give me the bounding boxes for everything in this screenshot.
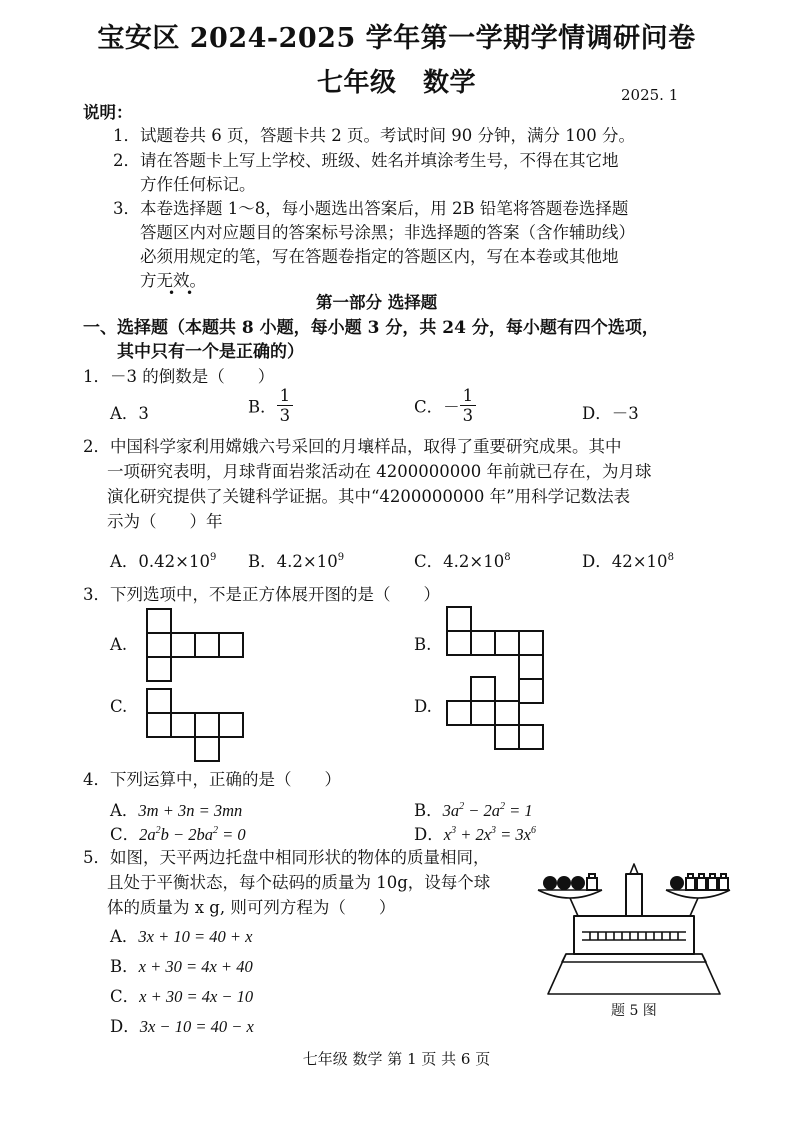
q5-stem-line-1: 5．如图，天平两边托盘中相同形状的物体的质量相同， — [83, 848, 490, 867]
note-3-line-1: 本卷选择题 1～8，每小题选出答案后，用 2B 铅笔将答题卷选择题 — [140, 199, 629, 218]
note-2-line-2: 方作任何标记。 — [140, 175, 256, 194]
q5-option-a-label: A． — [110, 927, 139, 946]
q1-option-c — [414, 386, 476, 425]
expr-part: = 1 — [505, 801, 533, 820]
net-square — [171, 713, 195, 737]
q5-option-d-label: D． — [110, 1017, 140, 1036]
expr-exponent: 3 — [451, 825, 457, 836]
net-square — [147, 689, 171, 713]
q2-option-b-base: 4.2×10 — [276, 552, 338, 571]
fraction — [460, 386, 477, 425]
q4-option-c-expression — [139, 825, 246, 844]
note-3-line-4: 方无效。 — [140, 271, 206, 290]
q2-option-c-exponent: 8 — [504, 552, 511, 563]
expr-part: = 3x — [496, 825, 531, 844]
net-square — [171, 633, 195, 657]
q5-option-c-label: C． — [110, 987, 140, 1006]
q2-option-d-base: 42×10 — [611, 552, 668, 571]
exam-date: 2025. 1 — [621, 86, 679, 104]
expr-part: − 2a — [464, 801, 501, 820]
exam-subtitle: 七年级 数学 — [316, 68, 476, 98]
note-1-line: 试题卷共 6 页，答题卡共 2 页。考试时间 90 分钟，满分 100 分。 — [140, 126, 635, 145]
q5-option-c-expression: x + 30 = 4x − 10 — [139, 987, 254, 1006]
weight — [587, 878, 597, 890]
q2-stem-line-1: 2．中国科学家利用嫦娥六号采回的月壤样品，取得了重要研究成果。其中 — [83, 437, 622, 456]
scale-right-pan — [666, 890, 730, 898]
weight — [719, 878, 728, 890]
q4-option-d-expression — [444, 825, 536, 844]
q1-option-a: A．3 — [110, 404, 149, 423]
q3-option-b: B. — [414, 635, 432, 654]
cube-net-c — [146, 688, 246, 766]
fraction-denominator: 3 — [279, 406, 291, 425]
scale-ticks — [590, 932, 678, 940]
q2-option-d-label: D． — [582, 552, 612, 571]
q4-option-d — [414, 821, 536, 845]
weight — [686, 878, 695, 890]
ball — [557, 876, 571, 890]
expr-part: x — [443, 825, 452, 844]
q2-option-a-label: A． — [110, 552, 139, 571]
q2-stem-line-3: 演化研究提供了关键科学证据。其中“4200000000 年”用科学记数法表 — [107, 487, 631, 506]
q4-stem: 4．下列运算中，正确的是（ ） — [83, 770, 341, 789]
section-heading-line-2: 其中只有一个是正确的） — [117, 342, 304, 362]
fraction-numerator: 1 — [277, 386, 294, 406]
note-3-line-3: 必须用规定的笔，写在答题卷指定的答题区内，写在本卷或其他地 — [140, 247, 619, 266]
scale-beam-box — [574, 916, 694, 954]
exam-title: 宝安区 2024-2025 学年第一学期学情调研问卷 — [97, 23, 696, 54]
q4-option-c-label: C． — [110, 825, 140, 844]
net-square — [495, 701, 519, 725]
q2-option-c-base: 4.2×10 — [443, 552, 505, 571]
figure-caption: 题 5 图 — [611, 1003, 657, 1019]
q2-stem-line-2: 一项研究表明，月球背面岩浆活动在 4200000000 年前就已存在，为月球 — [107, 462, 652, 481]
q1-option-d: D．－3 — [582, 404, 639, 423]
left-pan-objects — [543, 874, 597, 890]
q4-option-b — [414, 797, 533, 821]
notes-label: 说明： — [83, 103, 133, 122]
q1-option-b-label: B． — [248, 397, 277, 417]
weight-knob — [710, 874, 715, 878]
q5-option-b-expression: x + 30 = 4x + 40 — [138, 957, 253, 976]
expr-exponent: 2 — [500, 801, 506, 812]
net-square — [147, 713, 171, 737]
cube-net-a — [146, 608, 246, 683]
net-square — [195, 737, 219, 761]
q5-option-b — [110, 953, 253, 977]
expr-exponent: 3 — [491, 825, 497, 836]
weight-knob — [699, 874, 704, 878]
q1-stem: 1．－3 的倒数是（ ） — [83, 367, 275, 386]
scale-base-top — [562, 954, 706, 962]
net-square — [195, 633, 219, 657]
scale-right-arm — [690, 898, 698, 916]
expr-part: 2a — [139, 825, 156, 844]
balance-scale-figure — [534, 856, 734, 996]
weight-knob — [721, 874, 726, 878]
net-square — [219, 713, 243, 737]
q4-option-b-label: B． — [414, 801, 443, 820]
q5-option-d-expression: 3x − 10 = 40 − x — [139, 1017, 254, 1036]
expr-exponent: 2 — [213, 825, 219, 836]
expr-part: + 2x — [456, 825, 492, 844]
emphasis-dot: • — [186, 286, 194, 300]
scale-pointer — [630, 864, 638, 874]
q2-option-a-base: 0.42×10 — [138, 552, 210, 571]
net-square — [519, 631, 543, 655]
fraction-denominator: 3 — [462, 406, 474, 425]
q2-stem-line-4: 示为（ ）年 — [107, 512, 223, 531]
expr-exponent: 6 — [531, 825, 536, 836]
q2-option-a-exponent: 9 — [209, 552, 217, 563]
expr-part: 3a — [442, 801, 460, 820]
net-square — [147, 609, 171, 633]
net-square — [471, 631, 495, 655]
note-2-line-1: 请在答题卡上写上学校、班级、姓名并填涂考生号，不得在其它地 — [140, 151, 619, 170]
net-square — [519, 725, 543, 749]
q5-option-c — [110, 983, 253, 1007]
net-square — [147, 657, 171, 681]
emphasis-dot: • — [168, 286, 176, 300]
right-pan-objects — [670, 874, 728, 890]
expr-exponent: 2 — [155, 825, 161, 836]
q4-option-a-expression: 3m + 3n = 3mn — [138, 801, 243, 820]
q4-option-c — [110, 821, 246, 845]
scale-base — [548, 954, 720, 994]
ball — [670, 876, 684, 890]
expr-part: b − 2ba — [160, 825, 214, 844]
q3-stem: 3．下列选项中，不是正方体展开图的是（ ） — [83, 585, 440, 604]
weight-knob — [589, 874, 595, 878]
scale-left-pan — [538, 890, 602, 898]
page-footer: 七年级 数学 第 1 页 共 6 页 — [302, 1050, 491, 1068]
q2-option-a — [110, 548, 216, 572]
net-square — [495, 725, 519, 749]
q5-option-b-label: B． — [110, 957, 139, 976]
note-3-line-2: 答题区内对应题目的答案标号涂黑；非选择题的答案（含作辅助线） — [140, 223, 635, 242]
net-square — [447, 607, 471, 631]
q2-option-d — [582, 548, 674, 572]
weight — [697, 878, 706, 890]
note-1-num: 1． — [113, 126, 140, 145]
q3-option-d: D. — [414, 697, 432, 716]
q3-option-c: C. — [110, 697, 128, 716]
net-square — [147, 633, 171, 657]
part-title: 第一部分 选择题 — [316, 293, 438, 312]
ball — [571, 876, 585, 890]
net-square — [471, 701, 495, 725]
scale-left-arm — [570, 898, 578, 916]
q2-option-b-exponent: 9 — [337, 552, 345, 563]
expr-part: = 0 — [218, 825, 246, 844]
q1-option-b — [248, 386, 293, 425]
q2-option-c-label: C． — [414, 552, 444, 571]
fraction-numerator: 1 — [460, 386, 477, 406]
expr-exponent: 2 — [459, 801, 465, 812]
net-square — [471, 677, 495, 701]
q4-option-b-expression — [443, 801, 533, 820]
net-square — [447, 631, 471, 655]
q4-option-a-label: A． — [110, 801, 139, 820]
q2-option-c — [414, 548, 511, 572]
q4-option-d-label: D． — [414, 825, 444, 844]
note-2-num: 2． — [113, 151, 140, 170]
cube-net-d — [446, 676, 546, 754]
weight — [708, 878, 717, 890]
q2-option-d-exponent: 8 — [667, 552, 674, 563]
q5-option-d — [110, 1013, 254, 1037]
ball — [543, 876, 557, 890]
net-square — [219, 633, 243, 657]
q4-option-a — [110, 797, 242, 821]
q5-stem-line-3: 体的质量为 x g, 则可列方程为（ ） — [107, 898, 396, 917]
q5-stem-line-2: 且处于平衡状态，每个砝码的质量为 10g，设每个球 — [107, 873, 491, 892]
q3-option-a: A. — [110, 635, 128, 654]
scale-center-post — [626, 874, 642, 916]
weight-knob — [688, 874, 693, 878]
q1-option-c-label: C．－ — [414, 397, 460, 417]
net-square — [447, 701, 471, 725]
note-3-num: 3． — [113, 199, 140, 218]
q5-option-a-expression: 3x + 10 = 40 + x — [138, 927, 253, 946]
q2-option-b-label: B． — [248, 552, 277, 571]
fraction — [277, 386, 294, 425]
q5-option-a — [110, 923, 252, 947]
net-square — [195, 713, 219, 737]
net-square — [495, 631, 519, 655]
q2-option-b — [248, 548, 344, 572]
section-heading-line-1: 一、选择题（本题共 8 小题，每小题 3 分，共 24 分，每小题有四个选项， — [83, 318, 659, 338]
